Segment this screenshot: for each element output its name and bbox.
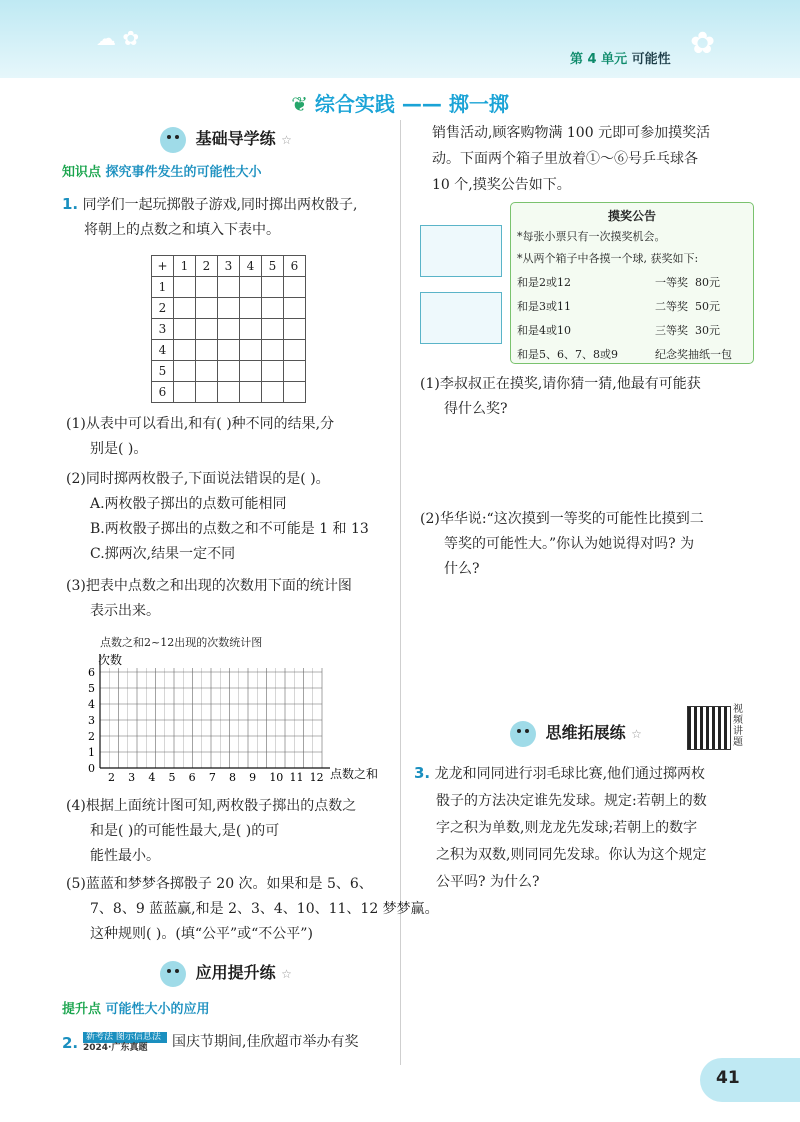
q1-sub5-line-1: (5)蓝蓝和梦梦各掷骰子 20 次。如果和是 5、6、: [66, 876, 373, 892]
q3-number: 3.: [414, 764, 431, 782]
notice-rule-1: *每张小票只有一次摸奖机会。: [517, 230, 666, 243]
table-header-cell: 6: [284, 256, 306, 277]
knowledge-point-text: 探究事件发生的可能性大小: [105, 165, 262, 180]
q1-sub4: [66, 794, 356, 869]
table-cell[interactable]: [240, 277, 262, 298]
q2-cont-line-1: 销售活动,顾客购物满 100 元即可参加摸奖活: [432, 125, 711, 141]
x-tick-label: 7: [208, 771, 216, 782]
q1-line-2: 将朝上的点数之和填入下表中。: [84, 222, 280, 238]
table-cell[interactable]: [174, 319, 196, 340]
prize-condition: 和是2或12: [517, 276, 571, 289]
x-tick-label: 6: [188, 771, 196, 782]
q1-sub5: [66, 872, 439, 947]
q2-sub1-line-2: 得什么奖?: [444, 401, 508, 417]
qr-label: 视频讲题: [733, 704, 743, 748]
table-header-cell: 1: [174, 256, 196, 277]
q2-number: 2.: [62, 1034, 79, 1052]
table-cell[interactable]: [174, 361, 196, 382]
prize-condition: 和是5、6、7、8或9: [517, 348, 618, 361]
table-cell[interactable]: [240, 298, 262, 319]
q2-continuation: [432, 120, 710, 198]
table-header-cell: 5: [262, 256, 284, 277]
q1-line-1: 同学们一起玩掷骰子游戏,同时掷出两枚骰子,: [82, 197, 358, 213]
q1-option-b[interactable]: B.两枚骰子掷出的点数之和不可能是 1 和 13: [90, 521, 369, 537]
prize-reward: 三等奖 30元: [655, 324, 720, 337]
star-icon: ☆: [631, 727, 642, 741]
notice-title: 摸奖公告: [607, 209, 656, 223]
unit-label: [570, 48, 671, 67]
x-tick-label: 5: [168, 771, 176, 782]
table-cell[interactable]: [196, 382, 218, 403]
x-tick-label: 10: [269, 771, 284, 782]
q1-sub1-line-1: (1)从表中可以看出,和有( )种不同的结果,分: [66, 416, 335, 432]
page-title: [0, 88, 800, 117]
y-tick-label: 2: [88, 730, 95, 743]
table-cell[interactable]: [284, 340, 306, 361]
chart-x-ticks: [108, 771, 324, 782]
chart-title: 点数之和2~12出现的次数统计图: [100, 636, 263, 649]
table-cell[interactable]: [174, 382, 196, 403]
page-title-text: 综合实践 —— 掷一掷: [314, 92, 509, 116]
section-basic-head: [160, 126, 292, 153]
prize-condition: 和是3或11: [517, 300, 571, 313]
table-cell[interactable]: [262, 298, 284, 319]
prize-notice: [510, 202, 754, 364]
q1-sub1: [66, 412, 334, 462]
upgrade-point-text: 可能性大小的应用: [105, 1002, 210, 1017]
q1-sub4-line-1: (4)根据上面统计图可知,两枚骰子掷出的点数之: [66, 798, 357, 814]
q1-sub5-line-2: 7、8、9 蓝蓝赢,和是 2、3、4、10、11、12 梦梦赢。: [90, 901, 439, 917]
table-cell[interactable]: [218, 340, 240, 361]
qr-code[interactable]: [687, 706, 731, 750]
table-cell[interactable]: [174, 298, 196, 319]
table-header-cell: 3: [218, 256, 240, 277]
q2-sub1-line-1: (1)李叔叔正在摸奖,请你猜一猜,他最有可能获: [420, 376, 701, 392]
table-row-head: 4: [152, 340, 174, 361]
table-cell[interactable]: [218, 361, 240, 382]
q1-sub4-line-2: 和是( )的可能性最大,是( )的可: [90, 823, 280, 839]
table-row-head: 5: [152, 361, 174, 382]
table-cell[interactable]: [218, 319, 240, 340]
section-basic-title: 基础导学练: [195, 129, 276, 148]
unit-subject: 可能性: [631, 52, 671, 67]
cloud-decoration: ☁ ✿: [96, 26, 140, 50]
table-cell[interactable]: [262, 319, 284, 340]
table-cell[interactable]: [284, 382, 306, 403]
table-cell[interactable]: [262, 340, 284, 361]
table-cell[interactable]: [218, 277, 240, 298]
table-cell[interactable]: [196, 277, 218, 298]
q1-sub3: [66, 574, 352, 624]
q3-text: [414, 760, 707, 896]
prize-condition: 和是4或10: [517, 324, 571, 337]
section-extend-head: [510, 720, 642, 747]
chart-grid: [100, 668, 322, 768]
q3-line-4: 之积为双数,则同同先发球。你认为这个规定: [436, 847, 707, 863]
notice-rule-2: *从两个箱子中各摸一个球, 获奖如下:: [517, 252, 699, 265]
x-tick-label: 12: [309, 771, 324, 782]
q2-cont-line-3: 10 个,摸奖公告如下。: [432, 177, 571, 193]
x-tick-label: 2: [108, 771, 115, 782]
prize-reward: 二等奖 50元: [655, 300, 720, 313]
knowledge-point: [62, 161, 262, 180]
table-row-head: 6: [152, 382, 174, 403]
star-icon: ☆: [281, 967, 292, 981]
q1-sub2-stem: (2)同时掷两枚骰子,下面说法错误的是( )。: [66, 471, 330, 487]
prize-row: [517, 274, 753, 290]
unit-number: 第 4 单元: [570, 52, 628, 67]
x-tick-label: 4: [148, 771, 156, 782]
ball-box-2: [420, 292, 502, 344]
table-cell[interactable]: [196, 319, 218, 340]
q2-sub2-line-3: 什么?: [444, 561, 480, 577]
table-cell[interactable]: [284, 319, 306, 340]
x-tick-label: 8: [228, 771, 236, 782]
table-cell[interactable]: [262, 361, 284, 382]
table-cell[interactable]: [196, 298, 218, 319]
leaf-icon: ❦: [291, 92, 308, 116]
table-cell[interactable]: [240, 361, 262, 382]
chart-x-label: 点数之和: [330, 767, 379, 781]
table-cell[interactable]: [174, 340, 196, 361]
frequency-chart: [80, 650, 390, 782]
q1-option-c[interactable]: C.掷两次,结果一定不同: [90, 546, 236, 562]
table-cell[interactable]: [284, 298, 306, 319]
table-cell[interactable]: [262, 277, 284, 298]
table-cell[interactable]: [240, 319, 262, 340]
prize-reward: 一等奖 80元: [655, 276, 720, 289]
prize-row: [517, 298, 753, 314]
table-cell[interactable]: [218, 298, 240, 319]
table-cell[interactable]: [196, 361, 218, 382]
table-row-head: 3: [152, 319, 174, 340]
section-apply-title: 应用提升练: [195, 963, 276, 982]
chart-y-ticks: [88, 666, 95, 775]
q1-option-a[interactable]: A.两枚骰子掷出的点数可能相同: [90, 496, 287, 512]
table-header-cell: 4: [240, 256, 262, 277]
q2-sub1: [420, 372, 701, 422]
page-number: 41: [716, 1068, 740, 1088]
q1-sub5-line-3: 这种规则( )。(填“公平”或“不公平”): [90, 926, 313, 942]
chart-axes: [100, 654, 330, 768]
table-header-cell: +: [152, 256, 174, 277]
y-tick-label: 3: [88, 714, 95, 727]
table-row-head: 1: [152, 277, 174, 298]
upgrade-point-label: 提升点: [62, 1002, 102, 1017]
owl-icon: [160, 127, 186, 153]
q2-sub2: [420, 507, 704, 582]
q3-line-3: 字之积为单数,则龙龙先发球;若朝上的数字: [436, 820, 698, 836]
q1-sub3-line-1: (3)把表中点数之和出现的次数用下面的统计图: [66, 578, 352, 594]
q2-cont-line-2: 动。下面两个箱子里放着①～⑥号乒乓球各: [432, 151, 698, 167]
table-row-head: 2: [152, 298, 174, 319]
table-cell[interactable]: [262, 382, 284, 403]
table-header-cell: 2: [196, 256, 218, 277]
prize-reward: 纪念奖抽纸一包: [655, 348, 732, 361]
y-tick-label: 1: [88, 746, 95, 759]
q1-sub4-line-3: 能性最小。: [90, 848, 160, 864]
q1-sub3-line-2: 表示出来。: [90, 603, 160, 619]
star-icon: ☆: [281, 133, 292, 147]
page-number-tab: [700, 1058, 800, 1102]
knowledge-point-label: 知识点: [62, 165, 102, 180]
badge-bottom-text: 2024·广东真题: [83, 1043, 148, 1053]
badge-top-text: 新考法 图示信息法: [83, 1032, 167, 1043]
y-tick-label: 5: [88, 682, 95, 695]
table-cell[interactable]: [284, 277, 306, 298]
x-tick-label: 3: [128, 771, 136, 782]
q1-number: 1.: [62, 195, 79, 213]
table-cell[interactable]: [240, 382, 262, 403]
y-tick-label: 0: [88, 762, 95, 775]
dice-sum-table: [151, 255, 306, 403]
q1-sub2: [66, 467, 369, 567]
q2-sub2-line-2: 等奖的可能性大。”你认为她说得对吗? 为: [444, 536, 695, 552]
owl-icon: [510, 721, 536, 747]
section-extend-title: 思维拓展练: [545, 723, 626, 742]
x-tick-label: 11: [289, 771, 304, 782]
table-cell[interactable]: [218, 382, 240, 403]
prize-row: [517, 346, 753, 362]
q2-text-start: 国庆节期间,佳欣超市举办有奖: [172, 1034, 359, 1050]
table-cell[interactable]: [196, 340, 218, 361]
x-tick-label: 9: [249, 771, 257, 782]
q3-line-1: 龙龙和同同进行羽毛球比赛,他们通过掷两枚: [434, 766, 706, 782]
owl-icon: [160, 961, 186, 987]
q3-line-5: 公平吗? 为什么?: [436, 874, 540, 890]
ball-box-1: [420, 225, 502, 277]
chart-y-label: 次数: [98, 653, 123, 667]
new-method-badge: [83, 1032, 167, 1054]
q1-text: [62, 192, 358, 243]
q2-sub2-line-1: (2)华华说:“这次摸到一等奖的可能性比摸到二: [420, 511, 704, 527]
table-cell[interactable]: [284, 361, 306, 382]
q1-sub1-line-2: 别是( )。: [90, 441, 148, 457]
section-apply-head: [160, 960, 292, 987]
upgrade-point: [62, 998, 210, 1017]
prize-row: [517, 322, 753, 338]
table-cell[interactable]: [240, 340, 262, 361]
q3-line-2: 骰子的方法决定谁先发球。规定:若朝上的数: [436, 793, 707, 809]
y-tick-label: 4: [88, 698, 95, 711]
y-tick-label: 6: [88, 666, 95, 679]
table-cell[interactable]: [174, 277, 196, 298]
flower-icon: ✿: [690, 26, 716, 61]
